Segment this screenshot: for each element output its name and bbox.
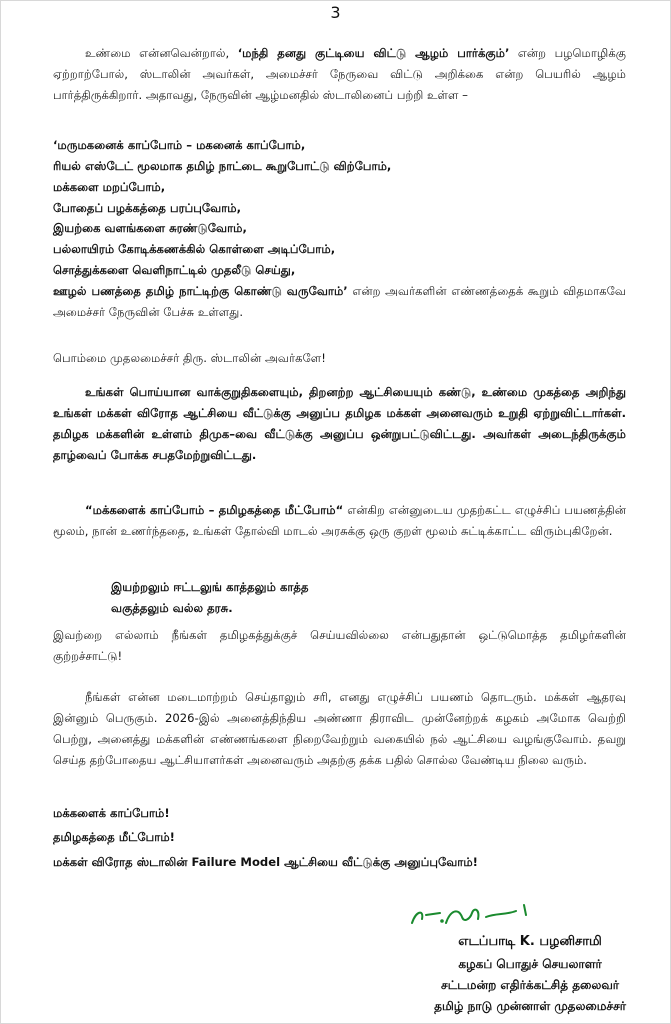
paragraph-complaint: இவற்றை எல்லாம் நீங்கள் தமிழகத்துக்குச் செய்யவில்லை என்பதுதான் ஒட்டுமொத்த தமிழர்களின் குற்றச்சாட்டு! bbox=[53, 628, 626, 663]
paragraph-intro bbox=[53, 43, 626, 106]
quote-line: போதைப் பழக்கத்தை பரப்புவோம், bbox=[53, 200, 241, 215]
proverb-quote: ‘மந்தி தனது குட்டியை விட்டு ஆழம் பார்க்கும்’ bbox=[237, 46, 510, 60]
intro-text-rest: என்ற பழமொழிக்கு ஏற்றாற்போல், ஸ்டாலின் அவர்கள், அமைச்சர் நேருவை விட்டு அறிக்கை என்ற பெயரில் ஆழம் பார்த்திருக்கிறார். அதாவது, நேருவின் ஆழ்மனதில் ஸ்டாலினைப் பற்றி உள்ள – bbox=[53, 46, 626, 102]
signature-block bbox=[366, 901, 626, 1021]
page-number: 3 bbox=[330, 3, 341, 22]
slogan-line: மக்கள் விரோத ஸ்டாலின் Failure Model ஆட்சியை வீட்டுக்கு அனுப்புவோம்! bbox=[53, 854, 478, 869]
signatory-title: கழகப் பொதுச் செயலாளர் bbox=[458, 956, 602, 971]
kural-block bbox=[111, 577, 626, 619]
address-line: பொம்மை முதலமைச்சர் திரு. ஸ்டாலின் அவர்களே! bbox=[53, 351, 326, 365]
slogan-line: மக்களைக் காப்போம்! bbox=[53, 806, 170, 820]
slogans-block bbox=[53, 801, 626, 874]
kural-line: வகுத்தலும் வல்ல தரசு. bbox=[111, 600, 233, 615]
signatory-name: எடப்பாடி K. பழனிசாமி bbox=[458, 934, 602, 949]
quote-line: சொத்துக்களை வெளிநாட்டில் முதலீடு செய்து, bbox=[53, 263, 296, 278]
quote-line: மக்களை மறப்போம், bbox=[53, 179, 166, 194]
quote-block bbox=[53, 135, 626, 323]
signature-text bbox=[434, 931, 626, 1017]
paragraph-campaign bbox=[53, 500, 626, 542]
quote-line: பல்லாயிரம் கோடிக்கணக்கில் கொள்ளை அடிப்போம், bbox=[53, 242, 336, 257]
campaign-slogan: “மக்களைக் காப்போம் – தமிழகத்தை மீட்போம்“ bbox=[85, 503, 344, 517]
quote-line: இயற்கை வளங்களை சுரண்டுவோம், bbox=[53, 221, 247, 236]
handwritten-signature-icon bbox=[406, 901, 536, 931]
kural-line: இயற்றலும் ஈட்டலுங் காத்தலும் காத்த bbox=[111, 580, 309, 594]
quote-last-line: ஊழல் பணத்தை தமிழ் நாட்டிற்கு கொண்டு வருவோம்’ bbox=[53, 284, 348, 299]
intro-text: உண்மை என்னவென்றால், bbox=[85, 46, 238, 60]
quote-line: ‘மருமகனைக் காப்போம் – மகனைக் காப்போம், bbox=[53, 138, 306, 152]
quote-line: ரியல் எஸ்டேட் மூலமாக தமிழ் நாட்டை கூறுபோட்டு விற்போம், bbox=[53, 158, 392, 173]
slogan-line: தமிழகத்தை மீட்போம்! bbox=[53, 830, 175, 845]
paragraph-final: நீங்கள் என்ன மடைமாற்றம் செய்தாலும் சரி, எனது எழுச்சிப் பயணம் தொடரும். மக்கள் ஆதரவு இன்னும் பெருகும். 2026-இல் அனைத்திந்திய அண்ணா திராவிட முன்னேற்றக் கழகம் அமோக வெற்றி பெற்று, அனைத்து மக்களின் எண்ணங்களை நிறைவேற்றும் வகையில் நல் ஆட்சியை வழங்குவோம். தவறு செய்த தற்போதைய ஆட்சியாளர்கள் அனைவரும் அதற்கு தக்க பதில் சொல்ல வேண்டிய நிலை வரும். bbox=[53, 690, 626, 767]
quote-last-rest: என்ற அவர்களின் எண்ணத்தைக் கூறும் விதமாகவே அமைச்சர் நேருவின் பேச்சு உள்ளது. bbox=[53, 284, 626, 319]
signatory-title: சட்டமன்ற எதிர்க்கட்சித் தலைவர் bbox=[441, 977, 620, 992]
campaign-text: என்கிற என்னுடைய முதற்கட்ட எழுச்சிப் பயணத்தின் மூலம், நான் உணர்ந்ததை, உங்கள் தோல்வி மாடல் அரசுக்கு ஒரு குறள் மூலம் சுட்டிக்காட்ட விரும்புகிறேன். bbox=[53, 503, 626, 538]
paragraph-bold: உங்கள் பொய்யான வாக்குறுதிகளையும், திறனற்ற ஆட்சியையும் கண்டு, உண்மை முகத்தை அறிந்து உங்கள் மக்கள் விரோத ஆட்சியை வீட்டுக்கு அனுப்ப தமிழக மக்கள் அனைவரும் உறுதி ஏற்றுவிட்டார்கள். தமிழக மக்களின் உள்ளம் திமுக–வை வீட்டுக்கு அனுப்ப ஒன்றுபட்டுவிட்டது. அவர்கள் அடைந்திருக்கும் தாழ்வைப் போக்க சபதமேற்றுவிட்டது. bbox=[53, 385, 626, 462]
signatory-title: தமிழ் நாடு முன்னாள் முதலமைச்சர் bbox=[434, 998, 626, 1013]
